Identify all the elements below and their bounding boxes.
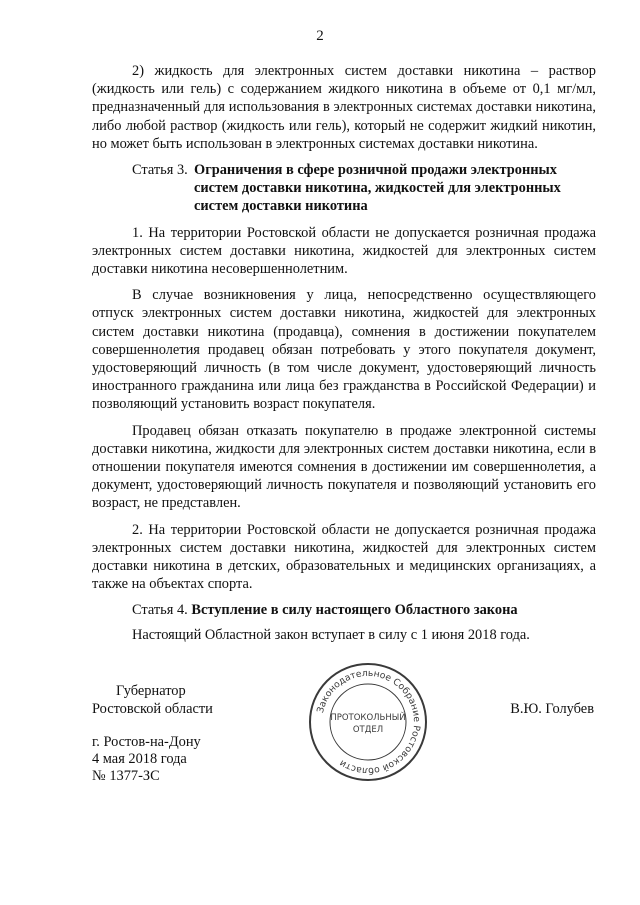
article-3-heading	[92, 161, 596, 216]
article-4-heading	[92, 601, 596, 619]
date: 4 мая 2018 года	[92, 751, 187, 767]
signatory-name: В.Ю. Голубев	[510, 701, 594, 717]
article-3-paragraph: В случае возникновения у лица, непосредственно осуществляющего отпуск электронных систем доставки никотина, жидкостей для электронных систем доставки никотина (продавца), сомнения в достижении покупателем совершеннолетия продавец обязан потребовать у этого покупателя документ, удостоверяющий личность (в том числе документ, удостоверяющий личность иностранного гражданина или лица без гражданства в Российской Федерации) и позволяющий установить возраст покупателя.	[92, 287, 596, 413]
article-3-paragraph: 1. На территории Ростовской области не допускается розничная продажа электронных систем доставки никотина, жидкостей для электронных систем доставки никотина несовершеннолетним.	[92, 224, 596, 278]
article-4-title: Вступление в силу настоящего Областного закона	[191, 602, 518, 619]
stamp-ring-text: Законодательное Собрание Ростовской области	[314, 667, 423, 777]
article-3-title: Ограничения в сфере розничной продажи электронных систем доставки никотина, жидкостей для электронных систем доставки никотина	[194, 162, 561, 215]
document-body	[92, 62, 596, 644]
official-stamp	[306, 660, 430, 784]
article-3-label: Статья 3.	[132, 162, 188, 179]
signatory-role-line1: Губернатор	[116, 683, 186, 699]
signatory-role-line2: Ростовской области	[92, 701, 213, 717]
article-4-label: Статья 4.	[132, 602, 188, 619]
article-4-text: Настоящий Областной закон вступает в силу с 1 июня 2018 года.	[132, 626, 530, 643]
article-3-paragraph: Продавец обязан отказать покупателю в продаже электронной системы доставки никотина, жидкости для электронных систем доставки никотина, если в отношении покупателя имеются сомнения в достижении им совершеннолетия, а документ, удостоверяющий личность покупателя и позволяющий установить его возраст, не представлен.	[92, 422, 596, 512]
article-3-paragraph: 2. На территории Ростовской области не допускается розничная продажа электронных систем доставки никотина, жидкостей для электронных систем доставки никотина в детских, образовательных и медицинских организациях, а также на объектах спорта.	[92, 521, 596, 593]
stamp-line2: ОТДЕЛ	[352, 725, 384, 735]
law-number: № 1377-ЗС	[92, 768, 160, 784]
intro-paragraph: 2) жидкость для электронных систем доставки никотина – раствор (жидкость или гель) с содержанием жидкого никотина в объеме от 0,1 мг/мл, предназначенный для использования в электронных системах доставки никотина, либо любой раствор (жидкость или гель), который не содержит жидкий никотин, но может быть использован в электронных системах доставки никотина.	[92, 63, 596, 152]
signatory-role	[92, 682, 213, 718]
page-number: 2	[316, 28, 324, 44]
place-and-date	[92, 734, 201, 785]
city: г. Ростов-на-Дону	[92, 734, 201, 750]
stamp-line1: ПРОТОКОЛЬНЫЙ	[330, 713, 406, 723]
